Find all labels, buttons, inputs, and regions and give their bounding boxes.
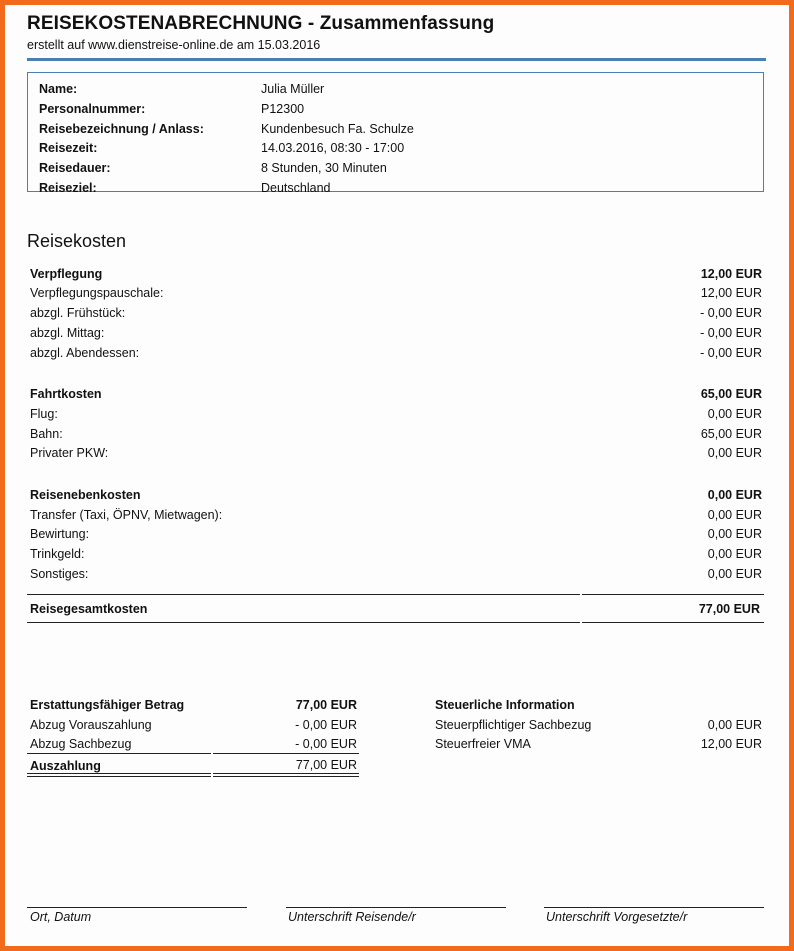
- cost-item-label: Flug:: [30, 407, 58, 421]
- cost-group-nebenkosten: [30, 488, 762, 506]
- info-label: Reisedauer:: [39, 161, 111, 175]
- document-title: REISEKOSTENABRECHNUNG - Zusammenfassung: [27, 13, 495, 34]
- total-divider-top: [582, 594, 764, 595]
- cost-group-total: 12,00 EUR: [700, 267, 762, 281]
- cost-item: [30, 286, 762, 304]
- signature-line-supervisor: [544, 907, 764, 908]
- info-value: P12300: [261, 102, 305, 116]
- refund-total: 77,00 EUR: [295, 698, 357, 712]
- cost-item-label: abzgl. Frühstück:: [30, 306, 126, 320]
- cost-item-amount: - 0,00 EUR: [700, 306, 762, 320]
- info-label: Personalnummer:: [39, 102, 146, 116]
- cost-item-amount: - 0,00 EUR: [700, 346, 762, 360]
- signature-line-traveler: [286, 907, 506, 908]
- refund-item-label: Abzug Vorauszahlung: [30, 718, 152, 732]
- cost-item-amount: 0,00 EUR: [707, 567, 762, 581]
- section-heading-reisekosten: Reisekosten: [27, 231, 127, 251]
- cost-group-verpflegung: [30, 267, 762, 285]
- signature-line-place-date: [27, 907, 247, 908]
- payout-double-line: [27, 773, 211, 774]
- grand-total-amount: 77,00 EUR: [698, 602, 760, 616]
- info-value: Kundenbesuch Fa. Schulze: [261, 122, 414, 136]
- cost-item: [30, 306, 762, 324]
- cost-group-title: Reisenebenkosten: [30, 488, 141, 502]
- signature-label-supervisor: Unterschrift Vorgesetzte/r: [546, 910, 688, 924]
- cost-item-label: abzgl. Mittag:: [30, 326, 105, 340]
- info-value: 14.03.2016, 08:30 - 17:00: [261, 141, 405, 155]
- signature-label-traveler: Unterschrift Reisende/r: [288, 910, 416, 924]
- info-value: 8 Stunden, 30 Minuten: [261, 161, 387, 175]
- cost-item-amount: 0,00 EUR: [707, 407, 762, 421]
- cost-group-title: Fahrtkosten: [30, 387, 102, 401]
- payout-label: Auszahlung: [30, 759, 101, 773]
- info-label: Reisebezeichnung / Anlass:: [39, 122, 204, 136]
- tax-item-amount: 0,00 EUR: [707, 718, 762, 732]
- cost-item: [30, 547, 762, 565]
- grand-total-row: [30, 602, 760, 620]
- cost-item: [30, 407, 762, 425]
- tax-item-amount: 12,00 EUR: [700, 737, 762, 751]
- cost-item-label: Trinkgeld:: [30, 547, 85, 561]
- cost-item-amount: - 0,00 EUR: [700, 326, 762, 340]
- document-subtitle: erstellt auf www.dienstreise-online.de am 15.03.2016: [27, 38, 321, 52]
- tax-title: Steuerliche Information: [435, 698, 575, 712]
- cost-item-amount: 65,00 EUR: [700, 427, 762, 441]
- info-value: Deutschland: [261, 181, 331, 195]
- cost-item: [30, 427, 762, 445]
- traveler-info-box: [27, 72, 764, 195]
- cost-group-title: Verpflegung: [30, 267, 103, 281]
- cost-item-amount: 12,00 EUR: [700, 286, 762, 300]
- tax-item-label: Steuerpflichtiger Sachbezug: [435, 718, 592, 732]
- info-value: Julia Müller: [261, 82, 325, 96]
- cost-item-label: Transfer (Taxi, ÖPNV, Mietwagen):: [30, 508, 223, 522]
- title-divider: [27, 58, 766, 61]
- refund-item-amount: - 0,00 EUR: [295, 737, 357, 751]
- tax-item-label: Steuerfreier VMA: [435, 737, 531, 751]
- refund-title: Erstattungsfähiger Betrag: [30, 698, 185, 712]
- grand-total-label: Reisegesamtkosten: [30, 602, 148, 616]
- signature-label-place-date: Ort, Datum: [30, 910, 92, 924]
- cost-item-amount: 0,00 EUR: [707, 527, 762, 541]
- cost-item-amount: 0,00 EUR: [707, 508, 762, 522]
- cost-item-label: Bahn:: [30, 427, 63, 441]
- info-label: Name:: [39, 82, 78, 96]
- total-divider-top: [27, 594, 580, 595]
- info-label: Reiseziel:: [39, 181, 97, 195]
- cost-item-label: Bewirtung:: [30, 527, 90, 541]
- payout-double-line: [213, 773, 359, 774]
- cost-item: [30, 346, 762, 364]
- refund-item-label: Abzug Sachbezug: [30, 737, 132, 751]
- cost-item: [30, 446, 762, 464]
- info-label: Reisezeit:: [39, 141, 98, 155]
- cost-item: [30, 567, 762, 585]
- total-divider-bottom: [582, 622, 764, 623]
- cost-item: [30, 527, 762, 545]
- cost-item: [30, 326, 762, 344]
- document-page: [5, 5, 789, 946]
- payout-divider-top: [213, 753, 359, 754]
- cost-item-amount: 0,00 EUR: [707, 446, 762, 460]
- payout-double-line: [27, 776, 211, 777]
- cost-item-amount: 0,00 EUR: [707, 547, 762, 561]
- cost-group-total: 0,00 EUR: [707, 488, 762, 502]
- cost-item-label: Sonstiges:: [30, 567, 89, 581]
- cost-item-label: Privater PKW:: [30, 446, 109, 460]
- cost-group-total: 65,00 EUR: [700, 387, 762, 401]
- payout-divider-top: [27, 753, 211, 754]
- cost-item-label: abzgl. Abendessen:: [30, 346, 140, 360]
- cost-item-label: Verpflegungspauschale:: [30, 286, 164, 300]
- total-divider-bottom: [27, 622, 580, 623]
- payout-double-line: [213, 776, 359, 777]
- payout-amount: 77,00 EUR: [295, 758, 357, 772]
- refund-item-amount: - 0,00 EUR: [295, 718, 357, 732]
- cost-group-fahrtkosten: [30, 387, 762, 405]
- cost-item: [30, 508, 762, 526]
